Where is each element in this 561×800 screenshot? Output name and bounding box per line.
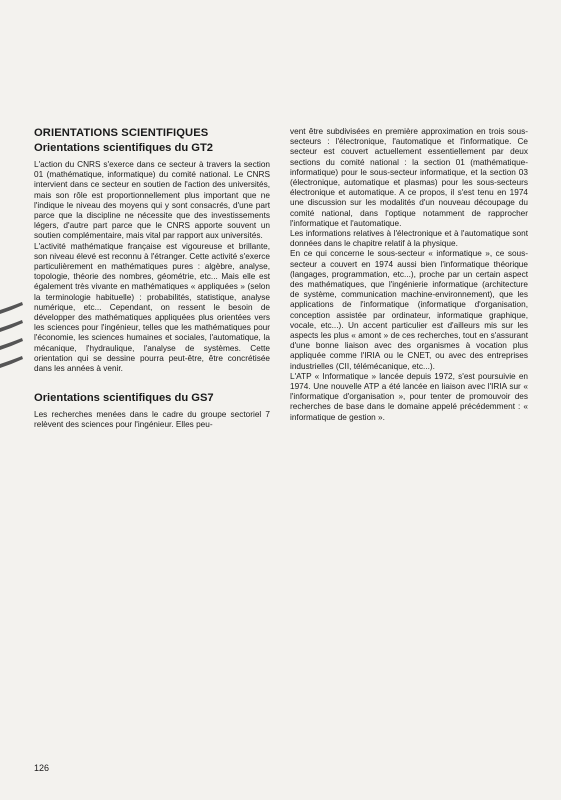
paragraph-gs7-1: Les recherches menées dans le cadre du groupe sectoriel 7 relèvent des sciences pour l'ingénieur. Elles peu-	[34, 410, 270, 430]
main-title: ORIENTATIONS SCIENTIFIQUES	[34, 127, 209, 139]
binding-marks	[0, 300, 24, 390]
paragraph-right-2: Les informations relatives à l'électronique et à l'automatique sont données dans le chapitre relatif à la physique.	[290, 229, 528, 249]
section-title-gs7: Orientations scientifiques du GS7	[34, 392, 214, 405]
paragraph-right-3: En ce qui concerne le sous-secteur « informatique », ce sous-secteur a couvert en 1974 aussi bien l'informatique théorique (langages, programmation, etc...), proche par un certain aspect des mathématiques, que l'ingénierie informatique (architecture de système, communication machine-environnement), que les applications de l'informatique (informatique d'organisation, conception assistée par ordinateur, informatique graphique, vocale, etc...). Un accent particulier est d'ailleurs mis sur les aspects les plus « amont » de ces recherches, tout en s'assurant d'une bonne liaison avec des organismes à vocation plus appliquée comme l'IRIA ou le CNET, ou avec des entreprises industrielles (CII, télémécanique, etc...).	[290, 249, 528, 371]
paragraph-gt2-1: L'action du CNRS s'exerce dans ce secteur à travers la section 01 (mathématique, informatique) du comité national. Le CNRS intervient dans ce secteur en soutien de l'action des universités, mais son rôle est proportionnellement plus important que ne l'indique le niveau des moyens qui y sont consacrés, d'une part parce que la discipline ne nécessite que des investissements légers, d'autre part parce que le CNRS apporte souvent un soutien complémentaire, mais vital par rapport aux universités.	[34, 160, 270, 241]
paragraph-right-4: L'ATP « Informatique » lancée depuis 1972, s'est poursuivie en 1974. Une nouvelle ATP a été lancée en liaison avec l'IRIA sur « l'informatique d'organisation », pour tenter de promouvoir des recherches de base dans le domaine appelé précédemment : « informatique de gestion ».	[290, 371, 528, 422]
paragraph-right-1: vent être subdivisées en première approximation en trois sous-secteurs : l'électronique, l'automatique et l'informatique. Ce secteur est couvert actuellement essentiellement par deux sections du comité national : la section 01 (mathématique-informatique) pour le sous-secteur informatique, et la section 03 (électronique, automatique et plasmas) pour les sous-secteurs électronique et automatique. A ce propos, il s'est tenu en 1974 une discussion sur les modalités d'un nouveau découpage du comité national, dans l'optique notamment de rapprocher l'informatique et l'automatique.	[290, 127, 528, 228]
right-column	[290, 127, 528, 423]
paragraph-gt2-2: L'activité mathématique française est vigoureuse et brillante, son niveau élevé est reconnu à l'étranger. Cette activité s'exerce particulièrement en mathématiques pures : algèbre, analyse, topologie, théorie des nombres, géométrie, etc... Mais elle est également très vivante en mathématiques « appliquées » (selon la terminologie habituelle) : probabilités, statistique, analyse numérique, etc... Cependant, on ressent le besoin de développer des mathématiques appliquées plus orientées vers les sciences pour l'ingénieur, telles que les mathématiques pour l'économie, les sciences humaines et sociales, l'automatique, la mécanique, l'hydraulique, l'analyse de systèmes. Cette orientation qui se dessine pourra peut-être, être concrétisée dans les années à venir.	[34, 241, 270, 374]
page-number: 126	[34, 763, 50, 773]
left-column	[34, 127, 270, 431]
section-title-gt2: Orientations scientifiques du GT2	[34, 142, 214, 154]
